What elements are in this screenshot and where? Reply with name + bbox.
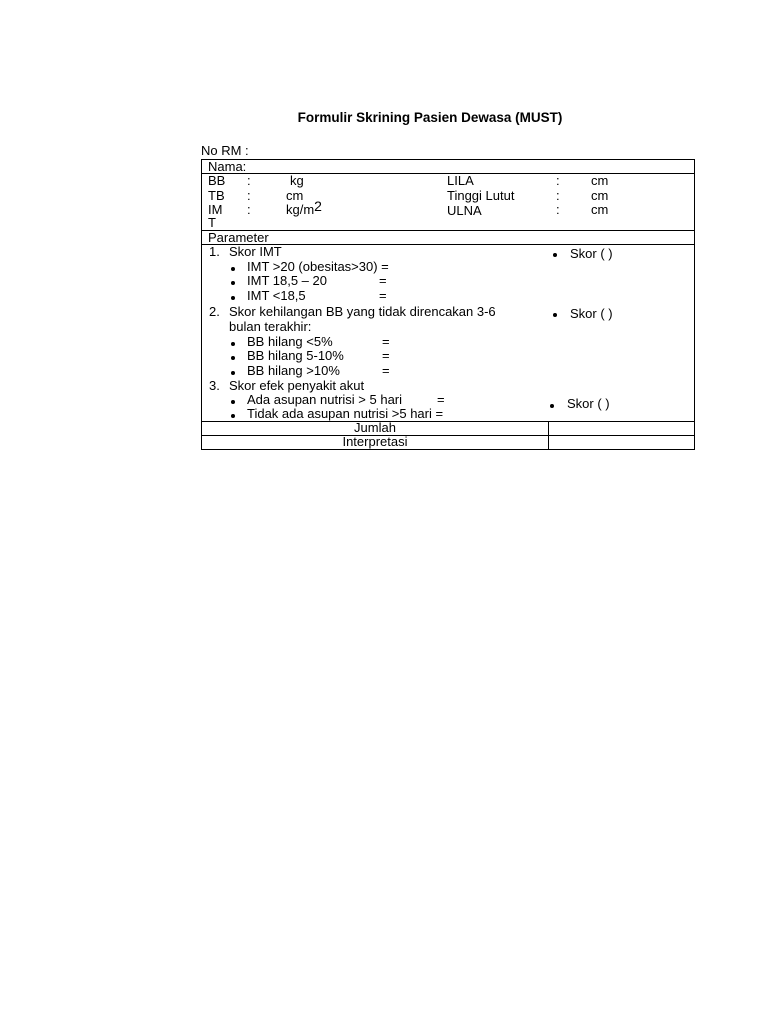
screening-form-table (201, 159, 695, 450)
section-3-item-1-eq: = (437, 392, 445, 407)
bullet-dot (553, 253, 557, 257)
im-label-wrap: T (208, 215, 216, 230)
im-unit-text: kg/m (286, 202, 315, 217)
bb-unit: kg (290, 173, 304, 188)
section-1-item-1: IMT >20 (obesitas>30) = (247, 259, 389, 274)
tinggi-lutut-colon: : (556, 188, 560, 203)
section-2-title: Skor kehilangan BB yang tidak direncakan 3-6 (229, 304, 496, 319)
no-rm-label: No RM : (201, 143, 249, 158)
section-3-item-2: Tidak ada asupan nutrisi >5 hari = (247, 406, 444, 421)
section-3-score: Skor ( ) (567, 396, 610, 411)
section-1-score: Skor ( ) (570, 246, 613, 261)
ulna-label: ULNA (447, 203, 482, 218)
tb-colon: : (247, 188, 251, 203)
section-3-item-1: Ada asupan nutrisi > 5 hari (247, 392, 403, 407)
bullet-dot (231, 267, 235, 271)
section-1-number: 1. (209, 244, 220, 259)
ulna-colon: : (556, 202, 560, 217)
bullet-dot (231, 342, 235, 346)
column-divider (548, 421, 549, 449)
tinggi-lutut-unit: cm (591, 188, 609, 203)
bullet-dot (231, 356, 235, 360)
im-unit-superscript: 2 (314, 198, 322, 214)
bullet-dot (550, 404, 554, 408)
nama-label: Nama: (208, 159, 247, 174)
im-unit (286, 198, 322, 217)
section-2-item-2: BB hilang 5-10% (247, 348, 344, 363)
row-divider (202, 230, 694, 231)
bullet-dot (231, 281, 235, 285)
section-2-item-1: BB hilang <5% (247, 334, 333, 349)
section-1-item-2-eq: = (379, 273, 387, 288)
section-2-title-continued: bulan terakhir: (229, 319, 312, 334)
section-1-title: Skor IMT (229, 244, 282, 259)
section-2-item-3: BB hilang >10% (247, 363, 340, 378)
im-colon: : (247, 202, 251, 217)
section-2-score: Skor ( ) (570, 306, 613, 321)
section-1-item-2: IMT 18,5 – 20 (247, 273, 327, 288)
section-2-number: 2. (209, 304, 220, 319)
ulna-unit: cm (591, 202, 609, 217)
bullet-dot (231, 371, 235, 375)
bb-label: BB (208, 173, 226, 188)
lila-label: LILA (447, 173, 474, 188)
bullet-dot (231, 400, 235, 404)
lila-unit: cm (591, 173, 609, 188)
tb-label: TB (208, 188, 225, 203)
section-2-item-3-eq: = (382, 363, 390, 378)
im-label: IM (208, 202, 223, 217)
form-title: Formulir Skrining Pasien Dewasa (MUST) (297, 110, 563, 125)
section-1-item-3-eq: = (379, 288, 387, 303)
bullet-dot (231, 414, 235, 418)
section-3-title: Skor efek penyakit akut (229, 378, 365, 393)
bullet-dot (553, 313, 557, 317)
section-1-item-3: IMT <18,5 (247, 288, 306, 303)
bullet-dot (231, 296, 235, 300)
section-3-number: 3. (209, 378, 220, 393)
jumlah-label: Jumlah (354, 420, 396, 435)
bb-colon: : (247, 173, 251, 188)
section-2-item-2-eq: = (382, 348, 390, 363)
parameter-label: Parameter (208, 230, 269, 245)
tb-unit: cm (286, 188, 304, 203)
interpretasi-label: Interpretasi (342, 434, 408, 449)
lila-colon: : (556, 173, 560, 188)
tinggi-lutut-label: Tinggi Lutut (447, 188, 515, 203)
section-2-item-1-eq: = (382, 334, 390, 349)
